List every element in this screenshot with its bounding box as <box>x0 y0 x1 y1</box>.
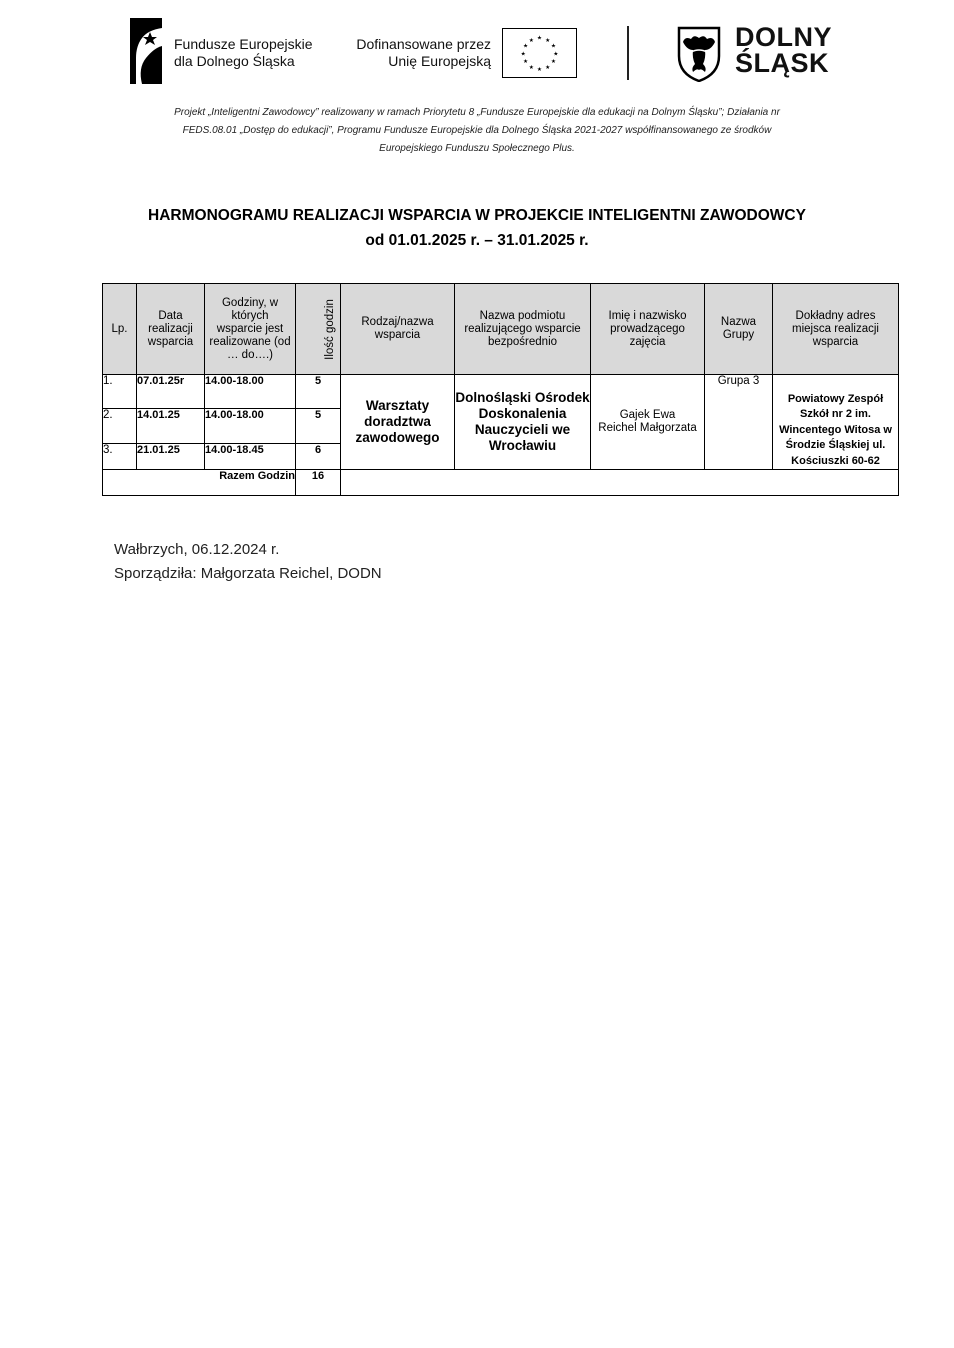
header-lp: Lp. <box>103 284 137 375</box>
provider-cell: Dolnośląski Ośrodek Doskonalenia Nauczycieli we Wrocławiu <box>455 375 591 470</box>
footer <box>114 538 382 586</box>
table-row <box>103 375 899 409</box>
header-address: Dokładny adres miejsca realizacji wsparcia <box>773 284 899 375</box>
eu-logo-line1: Dofinansowane przez <box>356 36 491 52</box>
svg-text:★: ★ <box>520 51 526 58</box>
total-empty-cell <box>341 470 899 496</box>
svg-text:★: ★ <box>528 37 534 44</box>
eu-flag-icon <box>502 28 577 78</box>
svg-text:★: ★ <box>528 64 534 71</box>
total-value: 16 <box>296 470 341 496</box>
header-date: Data realizacji wsparcia <box>137 284 205 375</box>
header-group: Nazwa Grupy <box>705 284 773 375</box>
region-logo-line2: ŚLĄSK <box>735 48 830 78</box>
row-time: 14.00-18.45 <box>205 444 296 470</box>
row-hours: 5 <box>296 375 341 409</box>
instructor-name-1: Gajek Ewa <box>619 409 676 421</box>
row-lp: 1. <box>103 375 137 409</box>
title-line1: HARMONOGRAMU REALIZACJI WSPARCIA W PROJEKCIE INTELIGENTNI ZAWODOWCY <box>148 207 806 224</box>
row-lp: 3. <box>103 444 137 470</box>
instructor-name-2: Reichel Małgorzata <box>598 422 697 434</box>
project-note-line2: FEDS.08.01 „Dostęp do edukacji”, Programu Fundusze Europejskie dla Dolnego Śląska 2021-2027 współfinansowanego ze środków <box>182 125 772 136</box>
header-provider: Nazwa podmiotu realizującego wsparcie bezpośrednio <box>455 284 591 375</box>
row-time: 14.00-18.00 <box>205 375 296 409</box>
total-row <box>103 470 899 496</box>
svg-text:★: ★ <box>550 43 556 50</box>
title-line2: od 01.01.2025 r. – 31.01.2025 r. <box>365 232 589 249</box>
svg-text:★: ★ <box>536 67 543 74</box>
place-date: Wałbrzych, 06.12.2024 r. <box>114 541 280 558</box>
eu-logo-line2: Unię Europejską <box>388 53 491 69</box>
logo-divider <box>627 26 629 80</box>
project-note-line1: Projekt „Inteligentni Zawodowcy” realizowany w ramach Priorytetu 8 „Fundusze Europejskie dla edukacji na Dolnym Śląsku”; Działania nr <box>174 107 780 118</box>
project-note <box>110 104 844 158</box>
fe-logo-text <box>174 36 313 70</box>
svg-text:★: ★ <box>523 43 529 50</box>
eagle-crest-icon <box>677 26 721 82</box>
project-note-line3: Europejskiego Funduszu Społecznego Plus. <box>379 143 575 154</box>
schedule-table <box>102 283 899 496</box>
header-instructor: Imię i nazwisko prowadzącego zajęcia <box>591 284 705 375</box>
svg-text:★: ★ <box>536 35 543 42</box>
row-time: 14.00-18.00 <box>205 409 296 444</box>
region-logo-line1: DOLNY <box>735 22 832 52</box>
svg-text:★: ★ <box>545 37 551 44</box>
group-cell: Grupa 3 <box>705 375 773 470</box>
header-hours-range: Godziny, w których wsparcie jest realizowane (od … do….) <box>205 284 296 375</box>
row-lp: 2. <box>103 409 137 444</box>
header-hours-count-label: Ilość godzin <box>323 298 336 360</box>
address-cell: Powiatowy Zespół Szkół nr 2 im. Wincentego Witosa w Środzie Śląskiej ul. Kościuszki 60-62 <box>773 375 899 470</box>
support-type-cell: Warsztaty doradztwa zawodowego <box>341 375 455 470</box>
row-hours: 5 <box>296 409 341 444</box>
row-hours: 6 <box>296 444 341 470</box>
svg-text:★: ★ <box>545 64 551 71</box>
total-label: Razem Godzin <box>103 470 296 496</box>
svg-text:★: ★ <box>523 59 529 66</box>
row-date: 21.01.25 <box>137 444 205 470</box>
instructor-cell <box>591 375 705 470</box>
dolny-slask-logo-text <box>735 24 832 76</box>
prepared-by: Sporządziła: Małgorzata Reichel, DODN <box>114 565 382 582</box>
row-date: 07.01.25r <box>137 375 205 409</box>
fe-logo-line1: Fundusze Europejskie <box>174 36 313 52</box>
table-header-row <box>103 284 899 375</box>
eu-logo-text <box>347 36 491 70</box>
svg-text:★: ★ <box>553 51 559 58</box>
row-date: 14.01.25 <box>137 409 205 444</box>
fe-star-logo-icon <box>128 18 164 84</box>
document-title <box>100 203 854 253</box>
header-hours-count <box>296 284 341 375</box>
fe-logo-line2: dla Dolnego Śląska <box>174 53 295 69</box>
header-type: Rodzaj/nazwa wsparcia <box>341 284 455 375</box>
svg-text:★: ★ <box>550 59 556 66</box>
logo-bar <box>0 16 954 86</box>
